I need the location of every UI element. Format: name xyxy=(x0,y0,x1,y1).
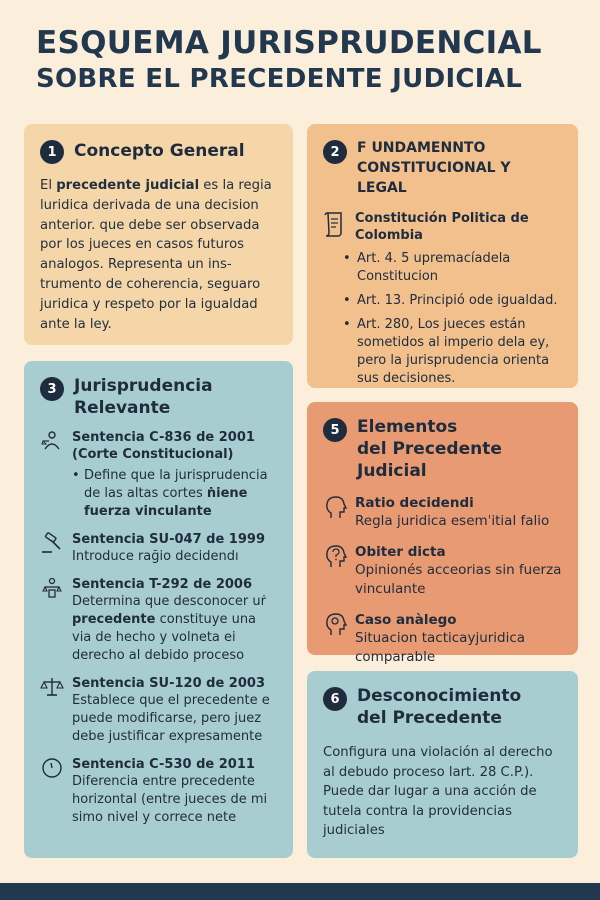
head-question-icon xyxy=(323,543,347,569)
section-title-line-2: CONSTITUCIONAL Y LEGAL xyxy=(357,160,511,196)
case-body xyxy=(72,576,279,665)
card-fundamento xyxy=(307,124,578,388)
case-text: Introduce rağio decidendı xyxy=(72,549,239,564)
section-number-badge: 2 xyxy=(323,140,347,164)
head-profile-icon xyxy=(323,494,347,520)
card-header xyxy=(323,416,564,482)
section-title-line-1: Desconocimiento xyxy=(357,686,522,706)
case-item xyxy=(40,756,279,827)
element-item xyxy=(323,494,564,531)
gavel-icon xyxy=(40,531,64,555)
case-text: Diferencia entre precedente horizontal (entre jueces de mi simo nivel y correce nete xyxy=(72,774,268,825)
section-number-badge: 3 xyxy=(40,377,64,401)
section-title-line-2: Relevante xyxy=(74,398,171,418)
case-text-bold: precedente xyxy=(72,612,156,627)
card-jurisprudencia xyxy=(24,361,293,858)
clock-icon xyxy=(40,756,64,780)
element-body xyxy=(355,494,549,531)
section-title xyxy=(74,375,213,419)
case-title: Sentencia C-530 de 2011 xyxy=(72,757,255,772)
card-elementos xyxy=(307,402,578,665)
concepto-text xyxy=(40,176,279,334)
case-text-rest: constituye una via de hecho y volneta ei derecho al debido proceso xyxy=(72,612,257,663)
scales-icon xyxy=(40,675,64,699)
element-item xyxy=(323,611,564,667)
list-item: • Art. 13. Principió ode igualdad. xyxy=(343,292,564,310)
case-text-start: Determina que desconocer uṙ xyxy=(72,594,266,609)
element-text: Situacion tacticayjuridica comparable xyxy=(355,630,526,665)
concepto-text-start: El xyxy=(40,178,57,193)
justice-figure-icon xyxy=(40,429,64,453)
articles-list xyxy=(343,250,564,388)
section-title xyxy=(357,685,521,729)
section-title-line-1: F UNDAMENNTO xyxy=(357,140,486,156)
document-icon xyxy=(323,210,349,244)
element-body xyxy=(355,543,564,599)
case-item xyxy=(40,531,279,566)
element-body xyxy=(355,611,564,667)
element-title: Ratio decidendi xyxy=(355,495,474,511)
element-title: Obiter dicta xyxy=(355,544,446,560)
element-item xyxy=(323,543,564,599)
section-title-line-2: del Precedente xyxy=(357,708,502,728)
case-title: Sentencia SU-047 de 1999 xyxy=(72,532,265,547)
card-concepto-general xyxy=(24,124,293,345)
source-title: Constitución Politica de Colombia xyxy=(355,211,529,243)
list-item: • Art. 280, Los jueces están sometidos al imperio dela ey, pero la jurisprudencia orienta sus decisiones. xyxy=(343,316,564,388)
case-title: Sentencia T-292 de 2006 xyxy=(72,577,253,592)
card-header xyxy=(40,375,279,419)
card-header xyxy=(40,138,279,164)
case-text: Establece que el precedente e puede modificarse, pero juez debe justificar expresamente xyxy=(72,693,270,744)
case-text xyxy=(72,593,279,665)
element-title: Caso anàlego xyxy=(355,612,457,628)
card-header xyxy=(323,685,564,729)
section-title: Concepto General xyxy=(74,141,245,161)
section-title-line-1: Elementos xyxy=(357,417,458,437)
case-bullet-bold: ṅiene fuerza vinculante xyxy=(84,486,248,519)
case-body xyxy=(72,531,279,566)
case-title: Sentencia C-836 de 2001 xyxy=(72,430,255,445)
desconocimiento-text: Configura una violación al derecho al debudo proceso lart. 28 C.P.). Puede dar lugar a una acción de tutela contra la providencias judiciales xyxy=(323,745,553,838)
card-desconocimiento xyxy=(307,671,578,858)
page-title xyxy=(36,24,576,96)
case-title: Sentencia SU-120 de 2003 xyxy=(72,676,265,691)
section-title xyxy=(357,416,564,482)
section-title-line-2: del Precedente Judicial xyxy=(357,439,502,481)
source-row xyxy=(323,210,564,244)
section-number-badge: 6 xyxy=(323,687,347,711)
title-line-2: SOBRE EL PRECEDENTE JUDICIAL xyxy=(36,64,523,94)
list-item: • Art. 4. 5 upremacíadela Constitucion xyxy=(343,250,564,286)
case-item xyxy=(40,576,279,665)
case-item xyxy=(40,429,279,521)
case-item xyxy=(40,675,279,746)
element-text: Regla juridica esemˈitial falio xyxy=(355,513,550,529)
case-subtitle: (Corte Constitucional) xyxy=(72,447,234,462)
title-line-1: ESQUEMA JURISPRUDENCIAL xyxy=(36,25,542,61)
card-header xyxy=(323,138,564,198)
concepto-text-bold: precedente judicial xyxy=(56,178,200,193)
element-text: Opinionés acceorias sin fuerza vinculante xyxy=(355,562,562,597)
case-body xyxy=(72,429,279,521)
head-gear-icon xyxy=(323,611,347,637)
section-title-line-1: Jurisprudencia xyxy=(74,376,213,396)
case-bullet-text: Define que la jurisprudencia de las altas cortes xyxy=(84,468,268,501)
case-body xyxy=(72,756,279,827)
section-number-badge: 5 xyxy=(323,418,347,442)
footer-band xyxy=(0,883,600,900)
concepto-text-rest: es la regia luridica derivada de una decision anterior. que debe ser observada por los jueces en casos futuros analogos. Representa un ins-trumento de coherencia, seguaro juridica y respeto por la igualdad ante la ley. xyxy=(40,178,272,332)
case-body xyxy=(72,675,279,746)
case-bullet xyxy=(72,467,279,521)
section-number-badge: 1 xyxy=(40,140,64,164)
section-title xyxy=(357,138,564,198)
person-scales-icon xyxy=(40,576,64,600)
